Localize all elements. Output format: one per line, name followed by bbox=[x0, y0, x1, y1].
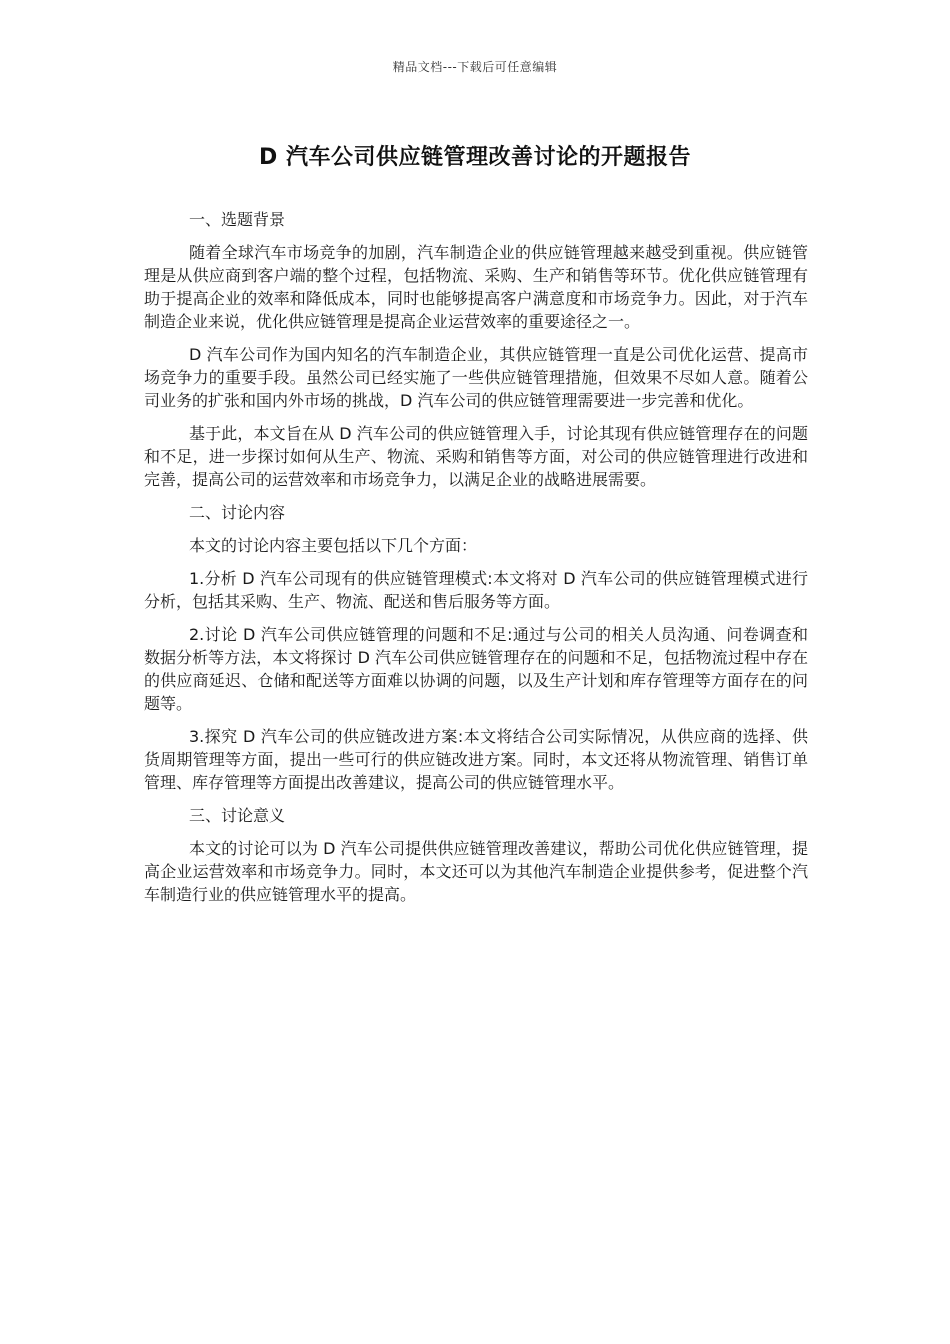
section-heading-background: 一、选题背景 bbox=[189, 210, 286, 229]
paragraph: D 汽车公司作为国内知名的汽车制造企业，其供应链管理一直是公司优化运营、提高市场竞争力的重要手段。虽然公司已经实施了一些供应链管理措施，但效果不尽如人意。随着公司业务的扩张和国内外市场的挑战，D 汽车公司的供应链管理需要进一步完善和优化。 bbox=[144, 345, 808, 410]
paragraph: 1.分析 D 汽车公司现有的供应链管理模式:本文将对 D 汽车公司的供应链管理模式进行分析，包括其采购、生产、物流、配送和售后服务等方面。 bbox=[144, 569, 808, 611]
paragraph: 2.讨论 D 汽车公司供应链管理的问题和不足:通过与公司的相关人员沟通、问卷调查和数据分析等方法，本文将探讨 D 汽车公司供应链管理存在的问题和不足，包括物流过程中存在的供应商延迟、仓储和配送等方面难以协调的问题，以及生产计划和库存管理等方面存在的问题等。 bbox=[144, 625, 808, 713]
section-heading-significance: 三、讨论意义 bbox=[189, 806, 286, 825]
document-body bbox=[144, 208, 808, 916]
header-note: 精品文档---下载后可任意编辑 bbox=[392, 60, 558, 74]
paragraph: 本文的讨论可以为 D 汽车公司提供供应链管理改善建议，帮助公司优化供应链管理，提高企业运营效率和市场竞争力。同时，本文还可以为其他汽车制造企业提供参考，促进整个汽车制造行业的供应链管理水平的提高。 bbox=[144, 839, 808, 904]
paragraph: 随着全球汽车市场竞争的加剧，汽车制造企业的供应链管理越来越受到重视。供应链管理是从供应商到客户端的整个过程，包括物流、采购、生产和销售等环节。优化供应链管理有助于提高企业的效率和降低成本，同时也能够提高客户满意度和市场竞争力。因此，对于汽车制造企业来说，优化供应链管理是提高企业运营效率的重要途径之一。 bbox=[144, 243, 808, 331]
paragraph: 基于此，本文旨在从 D 汽车公司的供应链管理入手，讨论其现有供应链管理存在的问题和不足，进一步探讨如何从生产、物流、采购和销售等方面，对公司的供应链管理进行改进和完善，提高公司的运营效率和市场竞争力，以满足企业的战略进展需要。 bbox=[144, 424, 808, 489]
paragraph: 本文的讨论内容主要包括以下几个方面： bbox=[189, 536, 478, 555]
document-title: D 汽车公司供应链管理改善讨论的开题报告 bbox=[259, 145, 691, 170]
section-heading-content: 二、讨论内容 bbox=[189, 503, 286, 522]
paragraph: 3.探究 D 汽车公司的供应链改进方案:本文将结合公司实际情况，从供应商的选择、供货周期管理等方面，提出一些可行的供应链改进方案。同时，本文还将从物流管理、销售订单管理、库存管理等方面提出改善建议，提高公司的供应链管理水平。 bbox=[144, 727, 808, 792]
